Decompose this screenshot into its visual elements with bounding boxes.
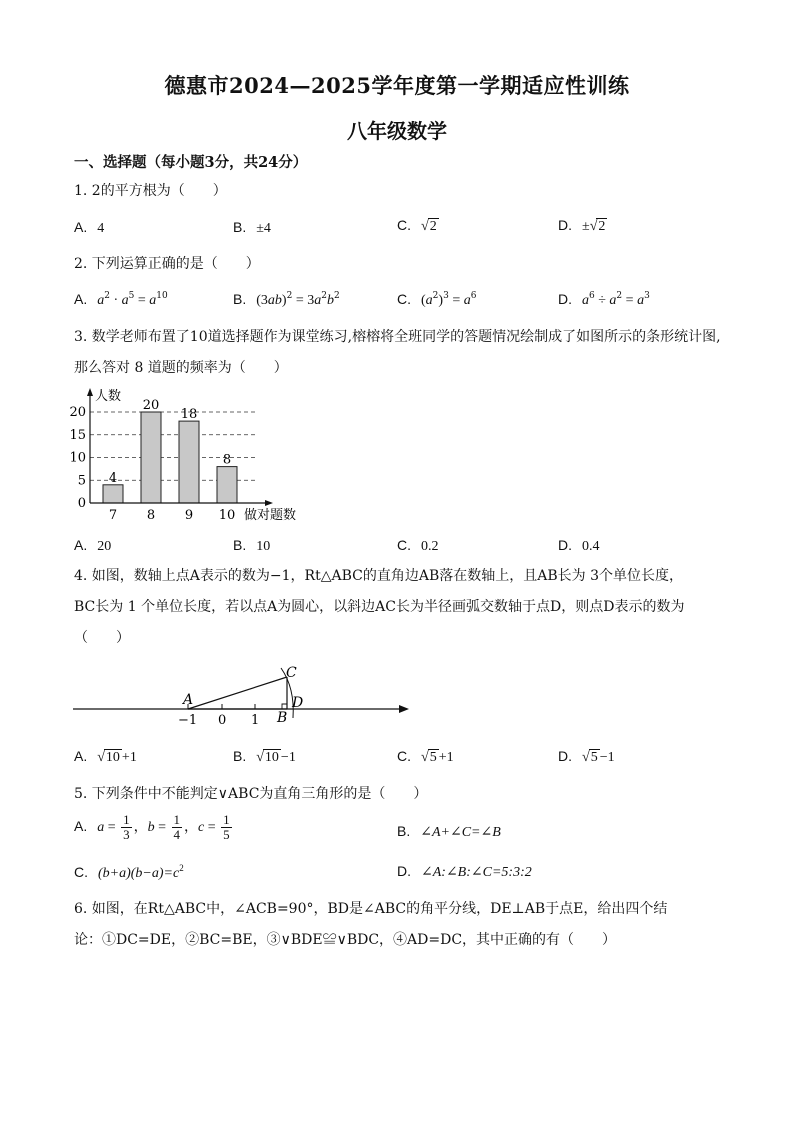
q1-option-d: D. ±√2 [558,217,606,234]
question-4-stem-line3: （ ） [74,630,130,646]
question-5-stem: 5. 下列条件中不能判定∨ABC为直角三角形的是（ ） [74,786,428,802]
q4-option-a: A. √10 +1 [74,748,137,765]
q4-option-b: B. √10 −1 [233,748,296,765]
y-tick-label: 0 [77,496,86,511]
q2-option-b: B. $(3ab)^2 = 3a^2b^2$ [233,291,340,308]
y-tick-label: 5 [77,473,86,489]
page-title: 德惠市2024—2025学年度第一学期适应性训练 [164,73,630,98]
bar-value-label: 4 [108,470,118,486]
label-c: C [286,665,297,681]
section-heading: 一、选择题（每小题3分，共24分） [74,154,308,171]
y-tick-label: 15 [69,427,86,443]
label-b: B [277,710,288,726]
tick-label-0: 0 [218,713,227,728]
y-tick-label: 20 [69,405,86,420]
number-line-arrow [399,705,409,713]
bar-value-label: 20 [142,398,160,413]
label-d: D [292,695,304,711]
q1-option-c: C. √2 [397,217,437,234]
bar [217,467,237,503]
x-axis-label: 做对题数 [244,508,297,523]
bar-value-label: 18 [180,407,198,423]
q5-option-d: D. ∠A:∠B:∠C=5:3:2 [397,863,532,880]
question-1-stem: 1. 2的平方根为（ ） [74,183,227,199]
q5-option-c: C. $(b+a)(b-a)=c^2$ [74,863,184,881]
y-axis-label: 人数 [95,389,122,404]
q3-option-c: C. 0.2 [397,537,439,554]
question-3-stem-line2: 那么答对 8 道题的频率为（ ） [74,360,288,376]
q2-option-d: D. $a^6 \div a^2 = a^3$ [558,291,650,308]
bar-chart [60,385,320,525]
page-subtitle: 八年级数学 [347,119,447,143]
question-6-stem-line1: 6. 如图，在Rt△ABC中，∠ACB=90°，BD是∠ABC的角平分线，DE⊥AB于点E，给出四个结 [74,901,668,917]
question-3-stem-line1: 3. 数学老师布置了10道选择题作为课堂练习,榕榕将全班同学的答题情况绘制成了如图所示的条形统计图, [74,329,721,345]
label-a: A [183,692,194,708]
x-tick-label: 7 [108,508,118,523]
q3-option-d: D. 0.4 [558,537,600,554]
question-4-stem-line2: BC长为 1 个单位长度，若以点A为圆心，以斜边AC长为半径画弧交数轴于点D，则点D表示的数为 [74,599,685,615]
question-4-stem-line1: 4. 如图，数轴上点A表示的数为−1，Rt△ABC的直角边AB落在数轴上，且AB长为 3个单位长度， [74,568,684,584]
q5-option-a: A. a = $\frac{1}{3}$ ，b = $\frac{1}{4}$ ，c = $\frac{1}{5}$ [74,812,230,842]
x-tick-label: 8 [146,508,156,523]
bar [103,485,123,503]
number-line-figure [65,660,415,728]
q3-option-b: B. 10 [233,537,271,554]
x-tick-label: 10 [218,508,236,523]
q3-option-a: A. 20 [74,537,112,554]
bar [141,412,161,503]
question-2-stem: 2. 下列运算正确的是（ ） [74,256,260,272]
x-axis-arrow [265,500,273,506]
question-6-stem-line2: 论：①DC=DE，②BC=BE，③∨BDE≌∨BDC，④AD=DC，其中正确的有（ ） [74,932,617,948]
x-tick-label: 9 [184,508,194,523]
y-axis-arrow [87,388,93,396]
bar-value-label: 8 [222,452,232,468]
q2-option-c: C. $(a^2)^3 = a^6$ [397,291,477,308]
y-tick-label: 10 [69,450,86,466]
tick-label-neg1: −1 [178,713,198,728]
q4-option-d: D. √5 −1 [558,748,615,765]
hypotenuse-ac [188,677,287,709]
right-angle-mark [282,704,287,709]
q4-option-c: C. √5 +1 [397,748,454,765]
bar [179,421,199,503]
tick-label-1: 1 [251,713,260,728]
q1-option-b: B. ±4 [233,219,271,236]
q1-option-a: A. 4 [74,219,105,236]
q5-option-b: B. ∠A+∠C=∠B [397,823,501,840]
q2-option-a: A. $a^2 \cdot a^5 = a^{10}$ [74,291,168,308]
